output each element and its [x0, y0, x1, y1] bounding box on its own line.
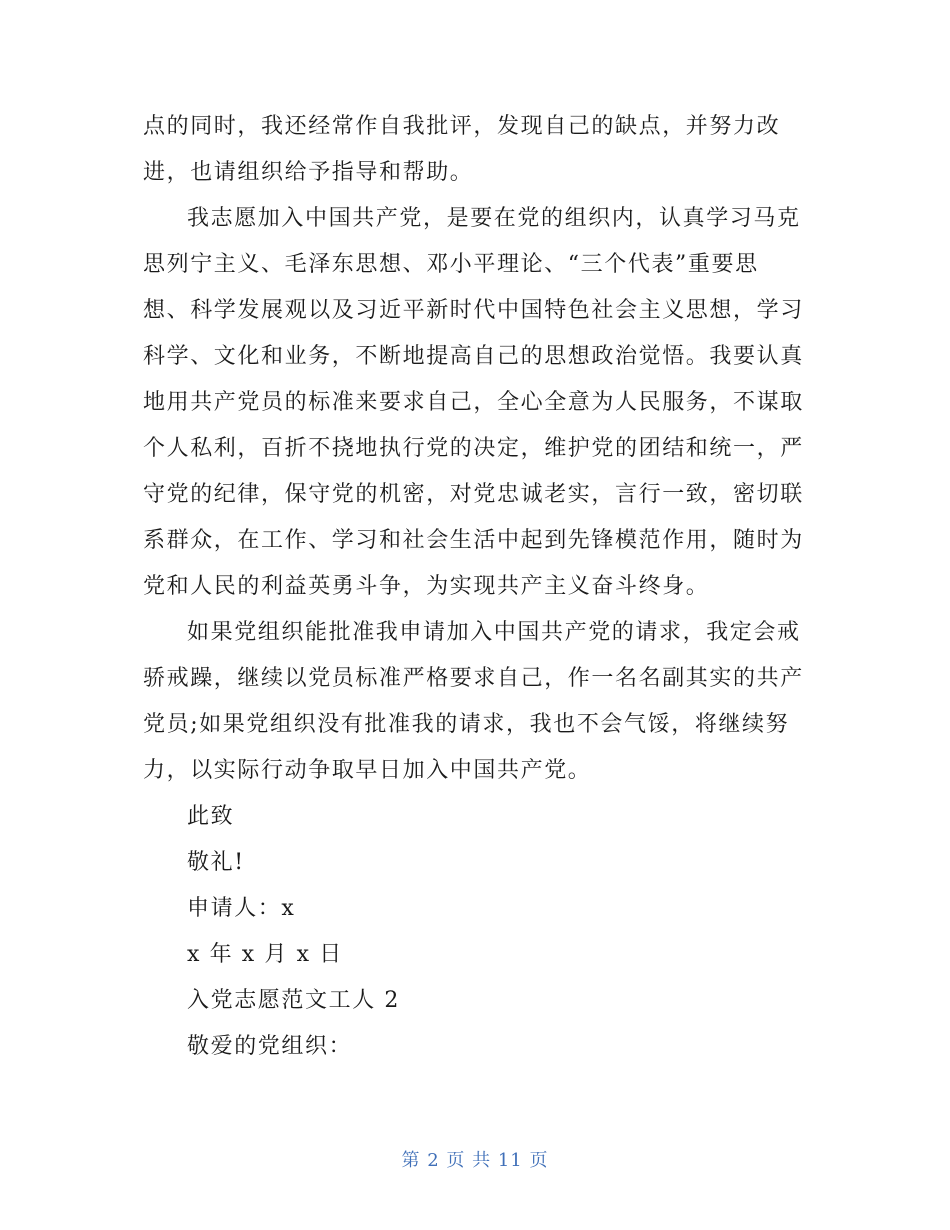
- paragraph-2-line-3: 想、科学发展观以及习近平新时代中国特色社会主义思想，学习: [143, 298, 804, 323]
- paragraph-2-line-4: 科学、文化和业务，不断地提高自己的思想政治觉悟。我要认真: [143, 344, 804, 369]
- paragraph-3-line-4: 力，以实际行动争取早日加入中国共产党。: [143, 758, 592, 783]
- paragraph-2-line-2: 思列宁主义、毛泽东思想、邓小平理论、“三个代表”重要思: [143, 252, 759, 277]
- applicant-name: 申请人：x: [187, 896, 296, 921]
- paragraph-1-line-1: 点的同时，我还经常作自我批评，发现自己的缺点，并努力改: [143, 114, 781, 139]
- application-date: x 年 x 月 x 日: [187, 942, 343, 967]
- paragraph-1-line-2: 进，也请组织给予指导和帮助。: [143, 160, 474, 185]
- paragraph-3-line-3: 党员;如果党组织没有批准我的请求，我也不会气馁，将继续努: [143, 712, 790, 737]
- salutation-jingli: 敬礼!: [187, 850, 245, 875]
- paragraph-2-line-9: 党和人民的利益英勇斗争，为实现共产主义奋斗终身。: [143, 574, 710, 599]
- paragraph-2-line-7: 守党的纪律，保守党的机密，对党忠诚老实，言行一致，密切联: [143, 482, 804, 507]
- salutation-cizhi: 此致: [187, 804, 235, 829]
- paragraph-2-line-8: 系群众，在工作、学习和社会生活中起到先锋模范作用，随时为: [143, 528, 804, 553]
- paragraph-3-line-1: 如果党组织能批准我申请加入中国共产党的请求，我定会戒: [187, 620, 801, 645]
- next-section-title: 入党志愿范文工人 2: [187, 988, 400, 1013]
- paragraph-2-line-6: 个人私利，百折不挠地执行党的决定，维护党的团结和统一，严: [143, 436, 804, 461]
- paragraph-2-line-5: 地用共产党员的标准来要求自己，全心全意为人民服务，不谋取: [143, 390, 804, 415]
- next-section-greeting: 敬爱的党组织：: [187, 1034, 353, 1059]
- paragraph-2-line-1: 我志愿加入中国共产党，是要在党的组织内，认真学习马克: [187, 206, 801, 231]
- page-number-footer: 第 2 页 共 11 页: [401, 1150, 549, 1171]
- paragraph-3-line-2: 骄戒躁，继续以党员标准严格要求自己，作一名名副其实的共产: [143, 666, 804, 691]
